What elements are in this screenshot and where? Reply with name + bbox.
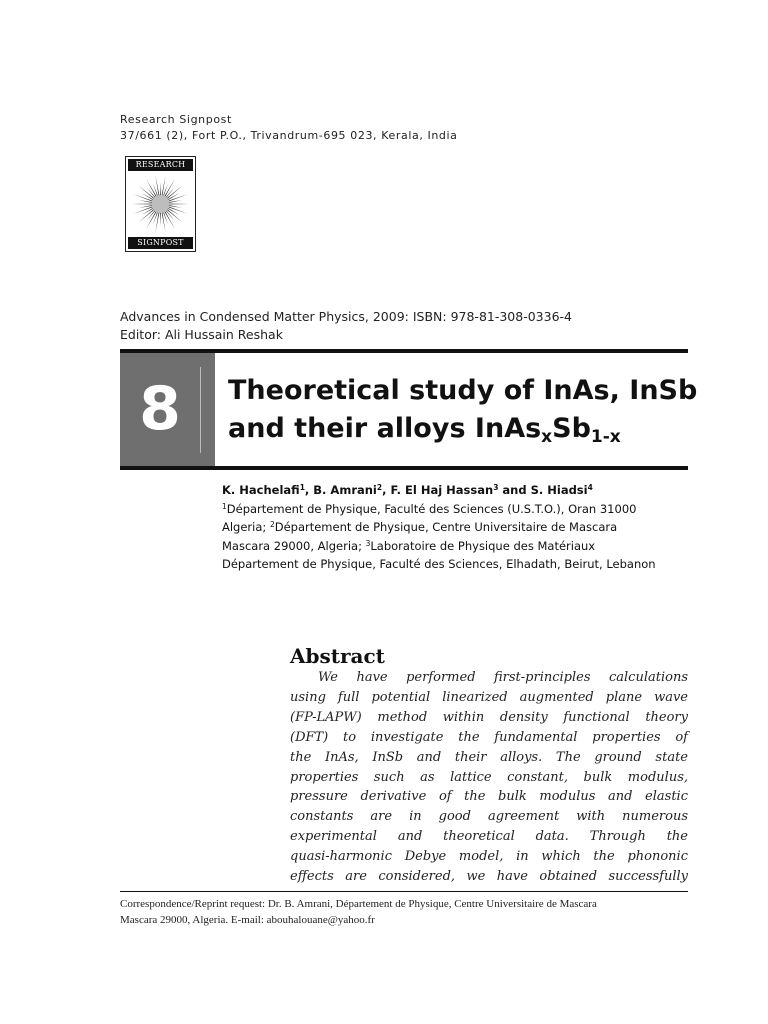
chapter-title-line2 (228, 410, 697, 448)
title-sub-1x: 1-x (590, 427, 621, 447)
author-3-sup: 3 (493, 483, 499, 492)
aff-3-sup: 3 (365, 538, 371, 548)
abstract-line: experimental and theoretical data. Through the (290, 829, 688, 845)
footnote-line-2: Mascara 29000, Algeria. E-mail: abouhalouane@yahoo.fr (120, 914, 375, 926)
aff-1-sup: 1 (222, 501, 227, 511)
publisher-name: Research Signpost (120, 113, 232, 126)
chapter-box-divider (200, 367, 201, 453)
sunburst-icon (129, 172, 192, 236)
correspondence-footnote (120, 896, 597, 928)
title-pre: and their alloys InAs (228, 413, 542, 444)
abstract-line: constants are in good agreement with numerous (290, 809, 688, 825)
abstract-line: quasi-harmonic Debye model, in which the phononic (290, 849, 688, 865)
abstract-heading: Abstract (290, 644, 385, 668)
abstract-line: the InAs, InSb and their alloys. The ground state (290, 749, 688, 765)
sunburst-ray (132, 203, 155, 204)
sunburst-ray (155, 175, 160, 198)
abstract-line: We have performed first-principles calculations (318, 670, 688, 685)
aff-3-pre: Mascara 29000, Algeria; (222, 538, 366, 553)
book-series-line: Advances in Condensed Matter Physics, 2009: ISBN: 978-81-308-0336-4 (120, 309, 573, 324)
chapter-title (228, 372, 697, 448)
aff-2: Département de Physique, Centre Universitaire de Mascara (274, 520, 618, 534)
aff-2-pre: Algeria; (222, 520, 270, 534)
sunburst-ray (163, 179, 175, 199)
chapter-title-line1: Theoretical study of InAs, InSb (228, 375, 698, 406)
sunburst-ray (146, 179, 158, 199)
chapter-number: 8 (139, 374, 181, 444)
sunburst-ray (161, 210, 166, 233)
abstract-body (290, 668, 688, 887)
title-sb: Sb (552, 413, 591, 444)
sunburst-ray (161, 175, 166, 198)
sunburst-ray (166, 203, 189, 204)
aff-2-sup: 2 (269, 520, 275, 529)
abstract-line: properties such as lattice constant, bulk modulus, (290, 769, 688, 785)
sunburst-core (152, 195, 170, 213)
author-names (222, 481, 656, 500)
aff-3: Laboratoire de Physique des Matériaux (370, 538, 596, 553)
author-1: K. Hachelafi (222, 483, 300, 497)
sunburst-ray (155, 210, 160, 233)
abstract-line: effects are considered, we have obtained successfully (290, 869, 688, 885)
abstract-line: (DFT) to investigate the fundamental properties of (290, 729, 688, 745)
author-3: , F. El Haj Hassan (382, 483, 494, 497)
author-2-sup: 2 (376, 483, 383, 492)
research-signpost-logo (125, 156, 196, 252)
affiliation-line-2 (222, 518, 656, 537)
logo-bottom-text: SIGNPOST (128, 237, 193, 249)
authors-block (222, 481, 656, 574)
author-4-sup: 4 (587, 483, 593, 492)
chapter-number-box (120, 353, 215, 466)
logo-top-text: RESEARCH (128, 159, 193, 171)
book-info (120, 308, 572, 344)
chapter-bottom-rule (120, 466, 688, 470)
affiliation-line-1 (222, 500, 656, 519)
publisher-block (120, 112, 458, 144)
aff-1: Département de Physique, Faculté des Sciences (U.S.T.O.), Oran 31000 (226, 501, 637, 516)
footnote-rule (120, 891, 688, 892)
abstract-line: pressure derivative of the bulk modulus and elastic (290, 789, 688, 805)
publisher-address: 37/661 (2), Fort P.O., Trivandrum-695 023, Kerala, India (120, 129, 458, 142)
sunburst-ray (163, 209, 175, 229)
sunburst-ray (146, 209, 158, 229)
abstract-line: (FP-LAPW) method within density functional theory (290, 709, 688, 725)
abstract-line: using full potential linearized augmented plane wave (290, 689, 688, 705)
author-4: and S. Hiadsi (498, 483, 588, 497)
book-editor-line: Editor: Ali Hussain Reshak (120, 327, 283, 342)
footnote-line-1: Correspondence/Reprint request: Dr. B. Amrani, Département de Physique, Centre Universitaire de Mascara (120, 898, 597, 910)
affiliation-line-4: Département de Physique, Faculté des Sciences, Elhadath, Beirut, Lebanon (222, 557, 656, 571)
affiliation-line-3 (222, 537, 656, 556)
author-2: , B. Amrani (304, 483, 377, 497)
title-sub-x: x (541, 427, 553, 447)
author-1-sup: 1 (299, 483, 305, 492)
